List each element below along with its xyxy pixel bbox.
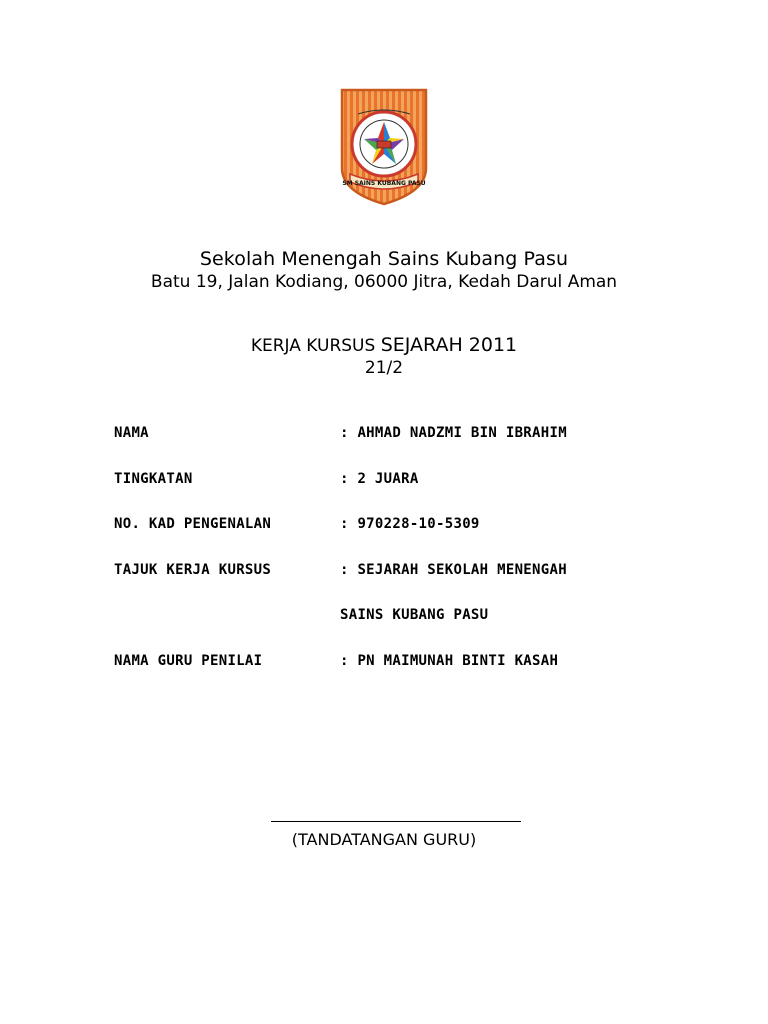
field-value-tajuk-continuation: SAINS KUBANG PASU	[340, 607, 489, 623]
course-title	[0, 334, 768, 356]
field-value-kad-pengenalan: : 970228-10-5309	[340, 516, 480, 532]
course-title-prefix: KERJA KURSUS	[250, 336, 381, 356]
school-address: Batu 19, Jalan Kodiang, 06000 Jitra, Kedah Darul Aman	[150, 272, 618, 292]
field-label-guru-penilai: NAMA GURU PENILAI	[114, 653, 263, 669]
field-value-tingkatan: : 2 JUARA	[340, 471, 419, 487]
school-name: Sekolah Menengah Sains Kubang Pasu	[199, 248, 569, 270]
school-crest-logo	[338, 84, 430, 208]
field-value-nama: : AHMAD NADZMI BIN IBRAHIM	[340, 425, 567, 441]
course-title-subject: SEJARAH 2011	[380, 334, 518, 356]
signature-caption: (TANDATANGAN GURU)	[291, 830, 477, 849]
course-code: 21/2	[364, 358, 404, 378]
field-value-guru-penilai: : PN MAIMUNAH BINTI KASAH	[340, 653, 559, 669]
field-label-nama: NAMA	[114, 425, 149, 441]
signature-line	[271, 821, 521, 822]
field-label-kad-pengenalan: NO. KAD PENGENALAN	[114, 516, 272, 532]
crest-motto-text: SM SAINS KUBANG PASU	[342, 180, 426, 187]
field-label-tajuk: TAJUK KERJA KURSUS	[114, 562, 272, 578]
field-value-tajuk: : SEJARAH SEKOLAH MENENGAH	[340, 562, 567, 578]
field-label-tingkatan: TINGKATAN	[114, 471, 193, 487]
